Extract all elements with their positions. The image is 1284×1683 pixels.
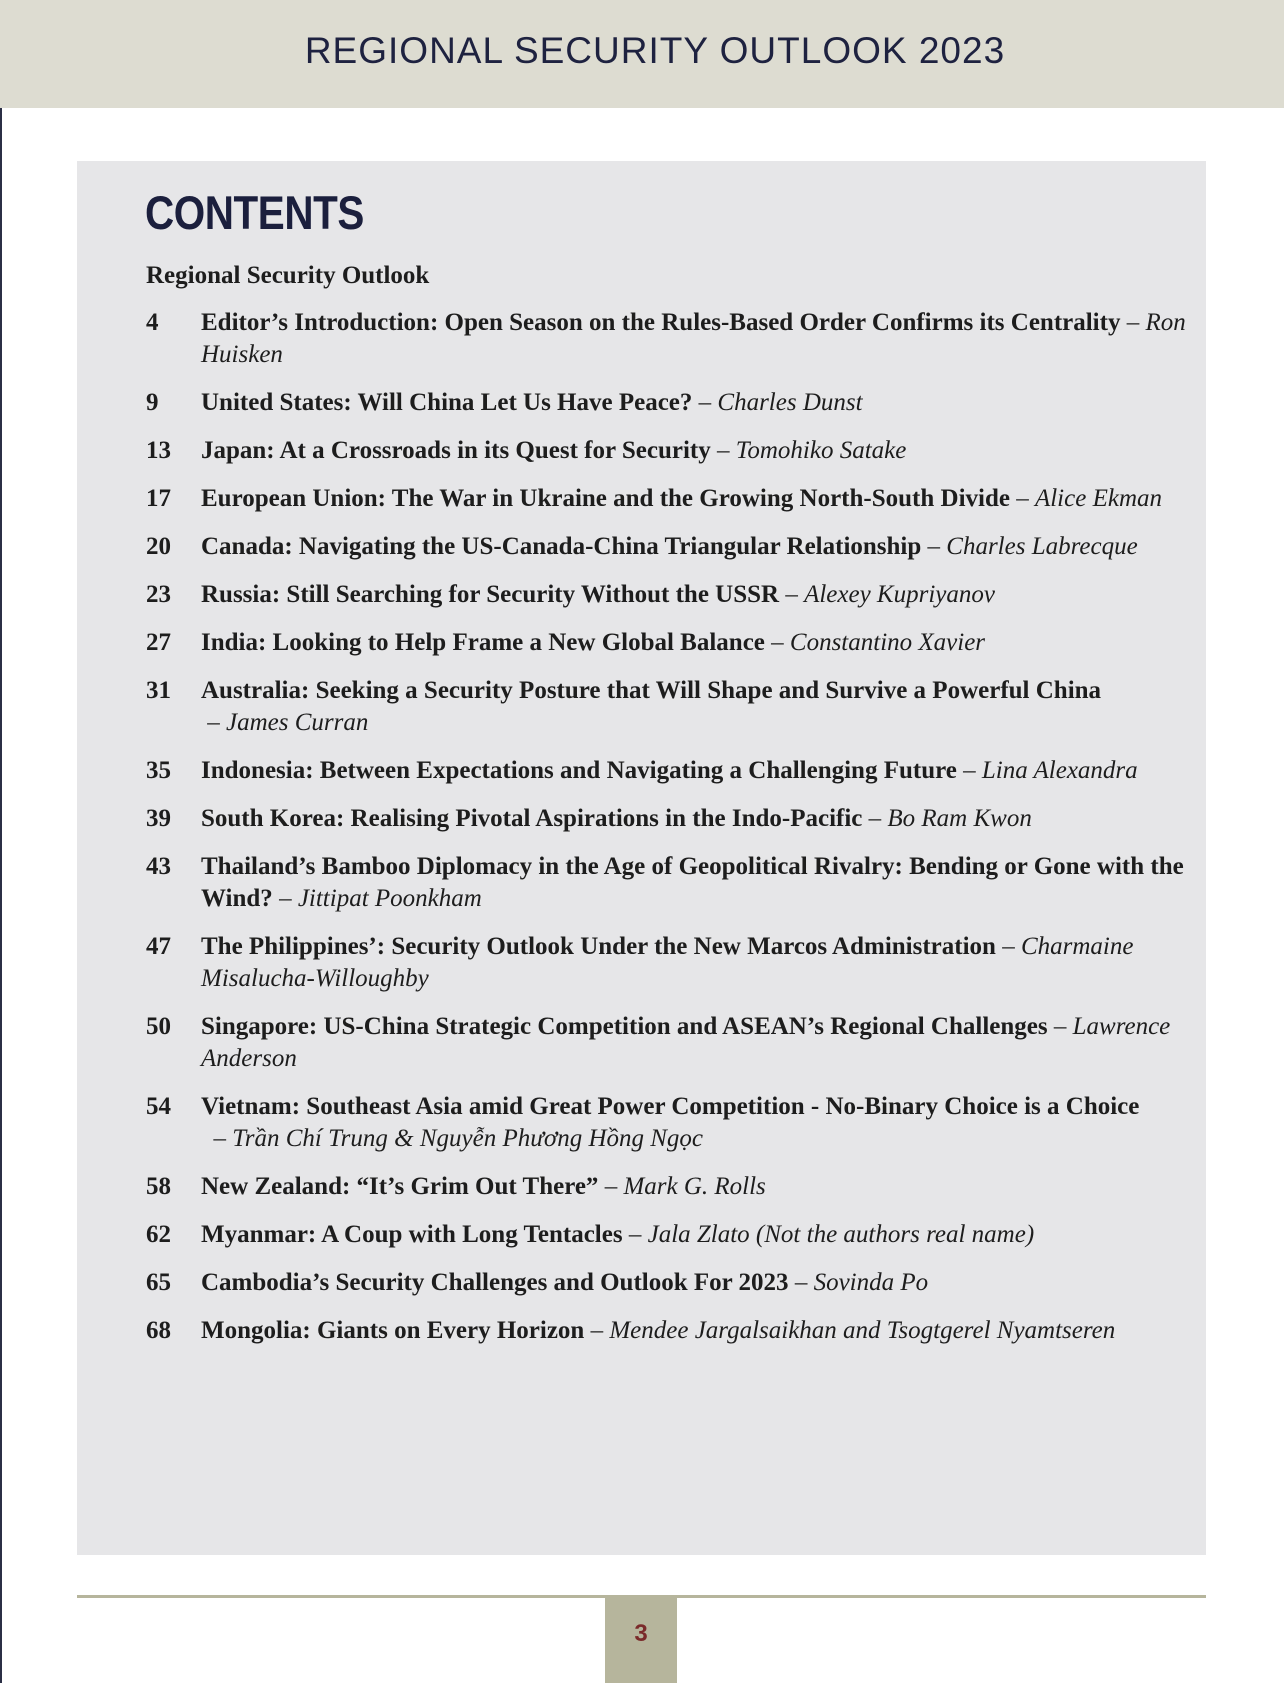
toc-separator: – — [201, 1125, 233, 1152]
toc-title: Singapore: US-China Strategic Competition and ASEAN’s Regional Challenges — [201, 1013, 1048, 1040]
toc-page-number: 35 — [146, 757, 171, 784]
page-number: 3 — [634, 1620, 648, 1647]
toc-entry[interactable] — [146, 1011, 1186, 1075]
table-of-contents — [146, 307, 1186, 1363]
toc-author: Lina Alexandra — [981, 757, 1138, 784]
left-margin-rule — [0, 0, 2, 1683]
toc-separator: – — [692, 389, 718, 416]
toc-title: Canada: Navigating the US-Canada-China Triangular Relationship — [201, 533, 922, 560]
toc-page-number: 20 — [146, 533, 171, 560]
toc-separator: – — [1047, 1013, 1073, 1040]
toc-entry[interactable] — [146, 675, 1186, 739]
toc-entry[interactable] — [146, 483, 1186, 515]
toc-separator: – — [1120, 309, 1146, 336]
toc-author: Mendee Jargalsaikhan and Tsogtgerel Nyamtseren — [609, 1317, 1116, 1344]
toc-author: Lawrence Anderson — [201, 1013, 1171, 1072]
toc-separator: – — [995, 933, 1021, 960]
toc-entry[interactable] — [146, 1219, 1186, 1251]
toc-author: Sovinda Po — [813, 1269, 929, 1296]
toc-author: Charles Dunst — [717, 389, 863, 416]
toc-entry[interactable] — [146, 531, 1186, 563]
toc-entry[interactable] — [146, 1315, 1186, 1347]
toc-author: Trần Chí Trung & Nguyễn Phương Hồng Ngọc — [232, 1125, 704, 1152]
toc-separator: – — [862, 805, 888, 832]
page-number-tab — [605, 1598, 677, 1683]
toc-title: Vietnam: Southeast Asia amid Great Power Competition - No-Binary Choice is a Choice — [201, 1093, 1140, 1120]
toc-author: Charmaine Misalucha-Willoughby — [201, 933, 1134, 992]
toc-title: Australia: Seeking a Security Posture that Will Shape and Survive a Powerful China — [201, 677, 1102, 704]
toc-entry[interactable] — [146, 1091, 1186, 1155]
toc-author: Tomohiko Satake — [735, 437, 907, 464]
toc-entry[interactable] — [146, 755, 1186, 787]
toc-separator: – — [956, 757, 982, 784]
toc-title: Russia: Still Searching for Security Without the USSR — [201, 581, 780, 608]
toc-page-number: 39 — [146, 805, 171, 832]
toc-separator: – — [764, 629, 790, 656]
toc-title: Editor’s Introduction: Open Season on the Rules-Based Order Confirms its Centrality — [201, 309, 1121, 336]
header-band — [0, 0, 1284, 108]
toc-author: Jala Zlato (Not the authors real name) — [647, 1221, 1035, 1248]
toc-title: European Union: The War in Ukraine and the Growing North-South Divide — [201, 485, 1010, 512]
toc-author: Bo Ram Kwon — [887, 805, 1032, 832]
toc-author: Alice Ekman — [1034, 485, 1162, 512]
toc-separator: – — [272, 885, 298, 912]
toc-separator: – — [1009, 485, 1035, 512]
toc-entry[interactable] — [146, 1267, 1186, 1299]
toc-entry[interactable] — [146, 851, 1186, 915]
toc-title: Mongolia: Giants on Every Horizon — [201, 1317, 585, 1344]
toc-title: South Korea: Realising Pivotal Aspirations in the Indo-Pacific — [201, 805, 863, 832]
toc-title: Indonesia: Between Expectations and Navigating a Challenging Future — [201, 757, 957, 784]
toc-page-number: 68 — [146, 1317, 171, 1344]
toc-entry[interactable] — [146, 627, 1186, 659]
toc-page-number: 4 — [146, 309, 159, 336]
toc-page-number: 62 — [146, 1221, 171, 1248]
toc-separator: – — [788, 1269, 814, 1296]
toc-title: Thailand’s Bamboo Diplomacy in the Age of Geopolitical Rivalry: Bending or Gone with the Wind? — [201, 853, 1184, 912]
toc-page-number: 43 — [146, 853, 171, 880]
toc-author: James Curran — [226, 709, 369, 736]
toc-page-number: 65 — [146, 1269, 171, 1296]
toc-page-number: 13 — [146, 437, 171, 464]
toc-page-number: 47 — [146, 933, 171, 960]
toc-page-number: 9 — [146, 389, 159, 416]
toc-title: New Zealand: “It’s Grim Out There” — [201, 1173, 599, 1200]
toc-author: Mark G. Rolls — [623, 1173, 766, 1200]
toc-title: The Philippines’: Security Outlook Under the New Marcos Administration — [201, 933, 996, 960]
toc-author: Constantino Xavier — [789, 629, 986, 656]
section-heading: Regional Security Outlook — [146, 262, 430, 289]
toc-title: Myanmar: A Coup with Long Tentacles — [201, 1221, 623, 1248]
toc-entry[interactable] — [146, 1171, 1186, 1203]
toc-separator: – — [921, 533, 947, 560]
toc-title: United States: Will China Let Us Have Peace? — [201, 389, 693, 416]
toc-author: Charles Labrecque — [946, 533, 1138, 560]
toc-title: Cambodia’s Security Challenges and Outlook For 2023 — [201, 1269, 789, 1296]
toc-separator: – — [201, 709, 226, 736]
contents-heading: CONTENTS — [145, 186, 364, 239]
toc-separator: – — [598, 1173, 624, 1200]
toc-entry[interactable] — [146, 579, 1186, 611]
toc-page-number: 17 — [146, 485, 171, 512]
toc-author: Jittipat Poonkham — [297, 885, 482, 912]
toc-page-number: 31 — [146, 677, 171, 704]
toc-entry[interactable] — [146, 307, 1186, 371]
toc-page-number: 58 — [146, 1173, 171, 1200]
toc-entry[interactable] — [146, 931, 1186, 995]
toc-entry[interactable] — [146, 435, 1186, 467]
toc-separator: – — [622, 1221, 648, 1248]
toc-author: Ron Huisken — [201, 309, 1186, 368]
toc-entry[interactable] — [146, 387, 1186, 419]
toc-title: Japan: At a Crossroads in its Quest for Security — [201, 437, 711, 464]
publication-title: REGIONAL SECURITY OUTLOOK 2023 — [304, 30, 1006, 71]
toc-author: Alexey Kupriyanov — [804, 581, 995, 608]
toc-title: India: Looking to Help Frame a New Global Balance — [201, 629, 765, 656]
toc-page-number: 27 — [146, 629, 171, 656]
toc-separator: – — [779, 581, 805, 608]
toc-page-number: 23 — [146, 581, 171, 608]
toc-separator: – — [710, 437, 736, 464]
toc-page-number: 50 — [146, 1013, 171, 1040]
toc-separator: – — [584, 1317, 610, 1344]
toc-entry[interactable] — [146, 803, 1186, 835]
toc-page-number: 54 — [146, 1093, 171, 1120]
contents-panel — [77, 161, 1206, 1555]
